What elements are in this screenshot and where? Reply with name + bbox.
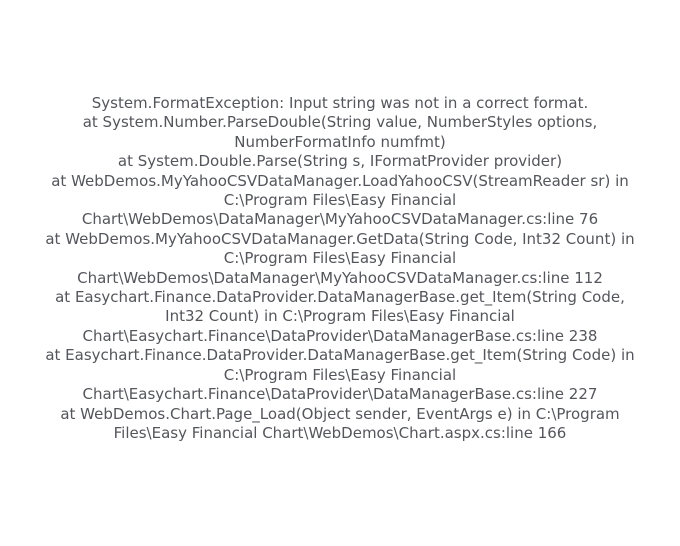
- stack-trace-line: Int32 Count) in C:\Program Files\Easy Financial: [165, 307, 515, 326]
- stack-trace-line: C:\Program Files\Easy Financial: [223, 249, 457, 268]
- stack-trace-line: at WebDemos.Chart.Page_Load(Object sender, EventArgs e) in C:\Program: [60, 404, 620, 423]
- stack-trace-line: at System.Double.Parse(String s, IFormatProvider provider): [117, 152, 563, 171]
- stack-trace-line: at Easychart.Finance.DataProvider.DataManagerBase.get_Item(String Code,: [55, 288, 625, 307]
- stack-trace-line: C:\Program Files\Easy Financial: [223, 365, 457, 384]
- stack-trace-line: at Easychart.Finance.DataProvider.DataManagerBase.get_Item(String Code) in: [45, 346, 635, 365]
- stack-trace-line: at WebDemos.MyYahooCSVDataManager.GetData(String Code, Int32 Count) in: [45, 229, 635, 248]
- stack-trace-line: Chart\WebDemos\DataManager\MyYahooCSVDataManager.cs:line 112: [77, 268, 603, 287]
- exception-message: System.FormatException: Input string was not in a correct format.: [91, 94, 589, 112]
- stack-trace-line: Chart\Easychart.Finance\DataProvider\DataManagerBase.cs:line 227: [82, 385, 598, 404]
- stack-trace-line: at WebDemos.MyYahooCSVDataManager.LoadYahooCSV(StreamReader sr) in: [51, 171, 629, 190]
- stack-trace-line: NumberFormatInfo numfmt): [234, 132, 446, 151]
- stack-trace-line: Files\Easy Financial Chart\WebDemos\Chart.aspx.cs:line 166: [113, 423, 567, 442]
- stack-trace-line: Chart\WebDemos\DataManager\MyYahooCSVDataManager.cs:line 76: [81, 210, 599, 229]
- exception-stack-trace: [20, 94, 660, 443]
- stack-trace-line: at System.Number.ParseDouble(String value, NumberStyles options,: [82, 113, 598, 132]
- stack-trace-line: C:\Program Files\Easy Financial: [223, 191, 457, 210]
- stack-trace-line: Chart\Easychart.Finance\DataProvider\DataManagerBase.cs:line 238: [82, 326, 598, 345]
